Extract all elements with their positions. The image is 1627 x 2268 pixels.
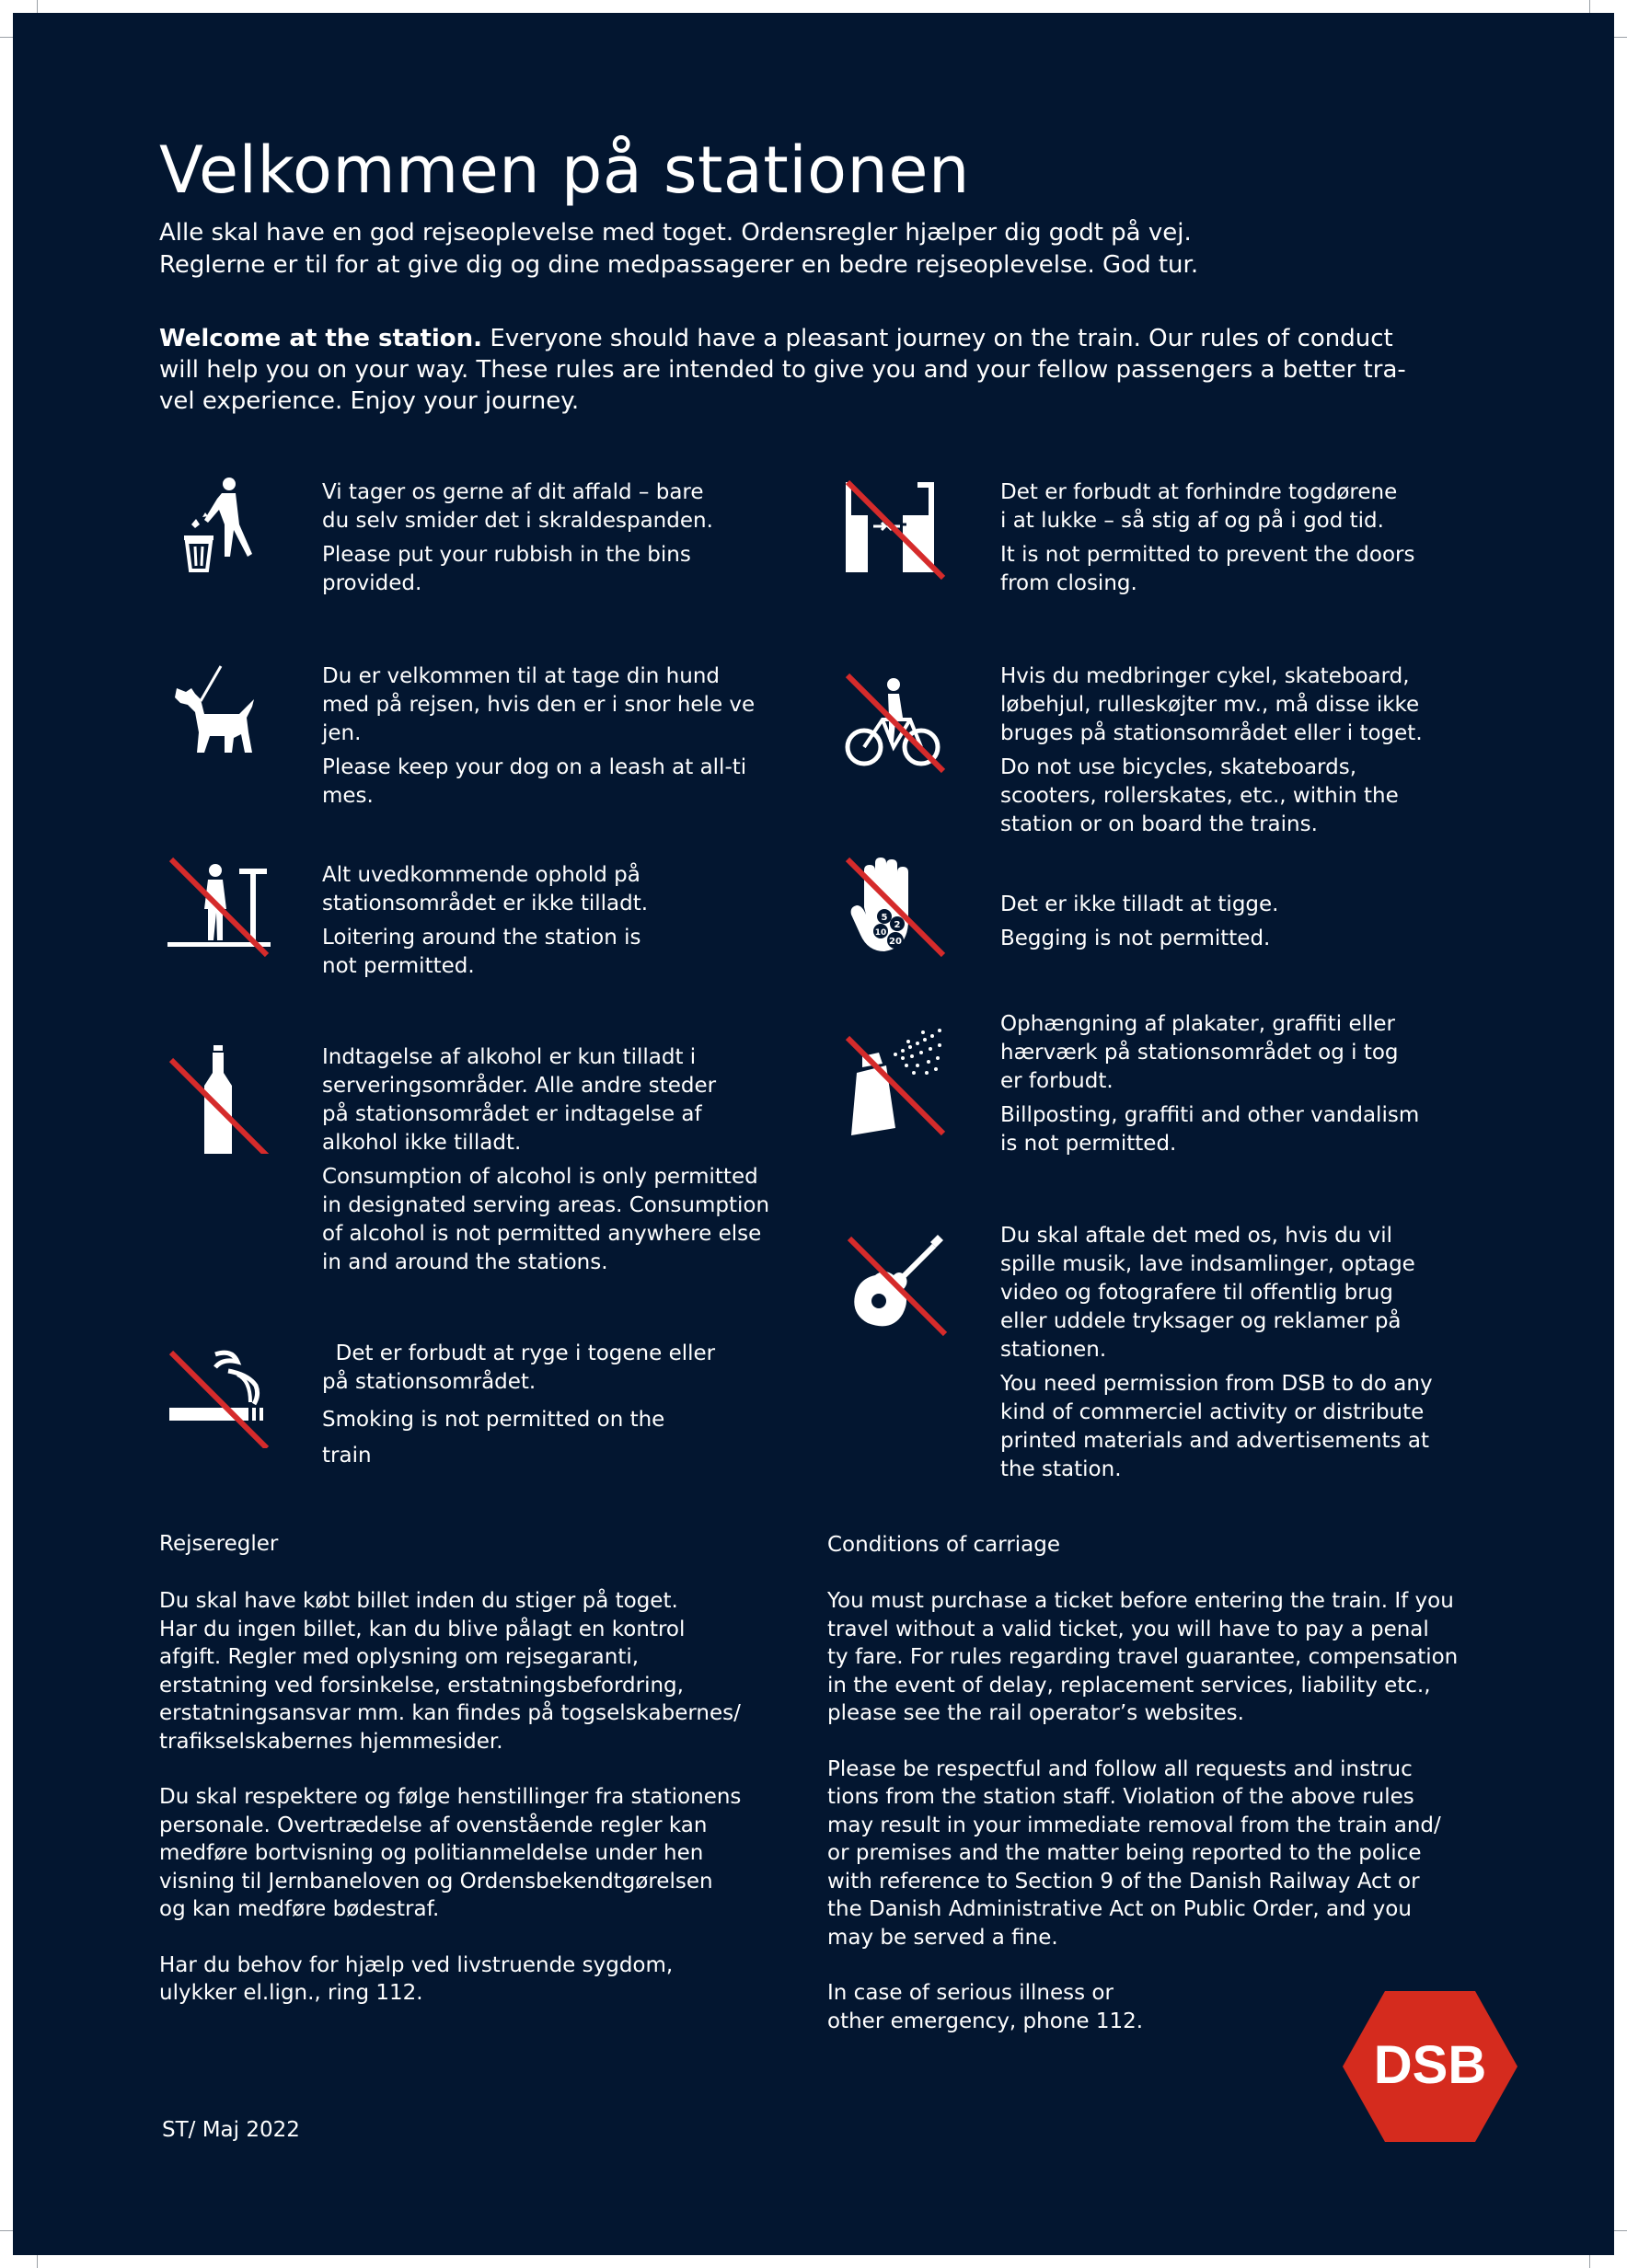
text-line: in the event of delay, replacement services, liability etc.,	[827, 1673, 1431, 1698]
text-line: station or on board the trains.	[1000, 812, 1318, 836]
rule-text-english	[322, 1163, 819, 1277]
rule-text	[1000, 1222, 1516, 1490]
no-graffiti-icon	[838, 1025, 949, 1135]
coin-label: 5	[881, 913, 888, 923]
intro-line: Alle skal have en god rejseoplevelse med toget. Ordensregler hjælper dig godt på vej.	[159, 219, 1192, 247]
text-line: or premises and the matter being reported to the police	[827, 1841, 1422, 1865]
text-line: Billposting, graffiti and other vandalism	[1000, 1103, 1420, 1127]
rule-text	[1000, 1010, 1516, 1164]
text-line: med på rejsen, hvis den er i snor hele ve	[322, 693, 756, 717]
text-line: travel without a valid ticket, you will have to pay a penal	[827, 1617, 1429, 1641]
text-line: the station.	[1000, 1457, 1122, 1481]
rubbish-bin-icon	[160, 469, 271, 580]
rule-text-danish	[1000, 478, 1516, 535]
rule-text-danish	[1000, 1010, 1516, 1096]
text-line: alkohol ikke tilladt.	[322, 1131, 522, 1155]
dog-leash-icon	[160, 662, 271, 773]
no-begging-icon	[838, 852, 949, 962]
paragraph	[827, 1587, 1527, 1728]
text-line: Har du ingen billet, kan du blive pålagt en kontrol	[159, 1617, 686, 1641]
rule-text	[322, 1043, 819, 1283]
paragraph	[159, 1587, 803, 1756]
rule-text-english	[1000, 925, 1516, 953]
text-line: You must purchase a ticket before entering the train. If you	[827, 1589, 1454, 1613]
text-line: medføre bortvisning og politianmeldelse under hen	[159, 1841, 704, 1865]
text-line: tions from the station staff. Violation of the above rules	[827, 1785, 1414, 1809]
text-line: Du er velkommen til at tage din hund	[322, 664, 721, 688]
text-line: ty fare. For rules regarding travel guarantee, compensation	[827, 1645, 1459, 1669]
coin-label: 2	[894, 920, 901, 930]
text-line: please see the rail operator’s websites.	[827, 1701, 1244, 1725]
text-line: from closing.	[1000, 571, 1137, 595]
rule-text	[1000, 662, 1516, 845]
text-line: in and around the stations.	[322, 1250, 608, 1274]
text-line: with reference to Section 9 of the Danish Railway Act or	[827, 1869, 1420, 1894]
text-line: serveringsområder. Alle andre steder	[322, 1074, 717, 1098]
rule-text	[1000, 478, 1516, 604]
no-alcohol-icon	[160, 1043, 271, 1154]
text-line: løbehjul, rulleskøjter mv., må disse ikke	[1000, 693, 1420, 717]
text-line: Begging is not permitted.	[1000, 927, 1271, 950]
text-line: not permitted.	[322, 954, 475, 978]
text-line: train	[322, 1444, 372, 1468]
rule-text-danish	[322, 1340, 801, 1397]
text-line: er forbudt.	[1000, 1069, 1114, 1093]
rule-text-english	[1000, 1101, 1516, 1158]
text-line: spille musik, lave indsamlinger, optage	[1000, 1252, 1415, 1276]
text-line: It is not permitted to prevent the doors	[1000, 543, 1415, 567]
dsb-logo	[1343, 1989, 1517, 2144]
rule-text-danish	[322, 662, 819, 748]
rule-text-english	[1000, 541, 1516, 598]
text-line: ulykker el.lign., ring 112.	[159, 1981, 423, 2005]
footer-date: ST/ Maj 2022	[162, 2118, 300, 2142]
rule-text-danish	[1000, 1222, 1516, 1364]
text-line: Please keep your dog on a leash at all-ti	[322, 755, 747, 779]
intro-heading: Welcome at the station.	[159, 325, 483, 352]
poster	[13, 13, 1614, 2255]
text-line: erstatning ved forsinkelse, erstatningsbefordring,	[159, 1673, 684, 1698]
intro-line: Reglerne er til for at give dig og dine medpassagerer en bedre rejseoplevelse. God tur.	[159, 251, 1199, 279]
text-line: the Danish Administrative Act on Public Order, and you	[827, 1897, 1412, 1921]
text-line: Indtagelse af alkohol er kun tilladt i	[322, 1045, 697, 1069]
intro-line: vel experience. Enjoy your journey.	[159, 387, 580, 415]
no-loitering-icon	[160, 852, 271, 962]
text-line: Det er forbudt at ryge i togene eller	[322, 1341, 716, 1365]
rule-text-danish	[322, 861, 801, 918]
text-line: stationsområdet er ikke tilladt.	[322, 892, 649, 915]
text-line: personale. Overtrædelse af ovenstående regler kan	[159, 1813, 708, 1837]
rule-text-english	[322, 754, 819, 811]
rule-text-english	[322, 541, 801, 598]
no-blocking-doors-icon	[838, 469, 949, 580]
text-line: printed materials and advertisements at	[1000, 1429, 1429, 1453]
rule-text-danish	[322, 1043, 819, 1157]
text-line: Hvis du medbringer cykel, skateboard,	[1000, 664, 1410, 688]
text-line: Du skal aftale det med os, hvis du vil	[1000, 1224, 1393, 1248]
text-line: mes.	[322, 784, 374, 808]
text-line: in designated serving areas. Consumption	[322, 1193, 770, 1217]
rule-text-english	[322, 1402, 801, 1474]
rule-text	[322, 662, 819, 816]
text-line: visning til Jernbaneloven og Ordensbekendtgørelsen	[159, 1869, 713, 1894]
text-line: og kan medføre bødestraf.	[159, 1897, 440, 1921]
text-line: kind of commerciel activity or distribute	[1000, 1400, 1425, 1424]
text-line: på stationsområdet.	[322, 1370, 537, 1394]
text-line: afgift. Regler med oplysning om rejsegaranti,	[159, 1645, 640, 1669]
text-line: Alt uvedkommende ophold på	[322, 863, 640, 887]
no-cycling-icon	[838, 668, 949, 778]
text-line: of alcohol is not permitted anywhere else	[322, 1222, 762, 1246]
text-line: Det er ikke tilladt at tigge.	[1000, 892, 1279, 916]
logo-text: DSB	[1373, 2035, 1487, 2095]
paragraph	[827, 1756, 1527, 1952]
no-smoking-icon	[160, 1338, 271, 1448]
text-line: Do not use bicycles, skateboards,	[1000, 755, 1357, 779]
text-line: may be served a fine.	[827, 1925, 1058, 1950]
text-line: stationen.	[1000, 1338, 1107, 1362]
text-line: erstatningsansvar mm. kan findes på togselskabernes/	[159, 1701, 741, 1725]
text-line: trafikselskabernes hjemmesider.	[159, 1729, 503, 1754]
text-line: Har du behov for hjælp ved livstruende sygdom,	[159, 1952, 674, 1977]
text-line: Please put your rubbish in the bins	[322, 543, 691, 567]
text-line: provided.	[322, 571, 422, 595]
text-line: In case of serious illness or	[827, 1981, 1114, 2005]
intro-english	[159, 323, 1521, 417]
coin-label: 10	[874, 928, 887, 938]
text-line: jen.	[322, 721, 362, 745]
text-line: på stationsområdet er indtagelse af	[322, 1102, 702, 1126]
rule-text	[322, 1340, 801, 1479]
rule-text	[322, 861, 801, 986]
text-line: Du skal have købt billet inden du stiger på toget.	[159, 1589, 678, 1613]
rule-text-danish	[322, 478, 801, 535]
text-line: Consumption of alcohol is only permitted	[322, 1165, 758, 1189]
text-line: Smoking is not permitted on the	[322, 1408, 665, 1432]
text-line: may result in your immediate removal from the train and/	[827, 1813, 1441, 1837]
rule-text-english	[1000, 754, 1516, 839]
text-line: Please be respectful and follow all requests and instruc	[827, 1756, 1413, 1781]
text-line: eller uddele tryksager og reklamer på	[1000, 1309, 1402, 1333]
rule-text-danish	[1000, 662, 1516, 748]
text-line: Du skal respektere og følge henstillinger fra stationens	[159, 1785, 742, 1809]
rule-text-english	[1000, 1370, 1516, 1484]
intro-line: will help you on your way. These rules are intended to give you and your fellow passengers a better tra-	[159, 356, 1406, 384]
text-line: du selv smider det i skraldespanden.	[322, 509, 713, 533]
text-line: bruges på stationsområdet eller i toget.	[1000, 721, 1423, 745]
text-line: Det er forbudt at forhindre togdørene	[1000, 480, 1398, 504]
rule-text-english	[322, 924, 801, 981]
text-line: You need permission from DSB to do any	[1000, 1372, 1433, 1396]
text-line: scooters, rollerskates, etc., within the	[1000, 784, 1399, 808]
rule-text-danish	[1000, 891, 1516, 919]
intro-line: Everyone should have a pleasant journey on the train. Our rules of conduct	[490, 325, 1393, 352]
rejseregler-body	[159, 1587, 803, 2035]
coin-label: 20	[889, 937, 902, 947]
no-busking-icon	[838, 1226, 949, 1336]
text-line: Vi tager os gerne af dit affald – bare	[322, 480, 704, 504]
page-title: Velkommen på stationen	[159, 132, 970, 208]
intro-danish	[159, 217, 1521, 282]
text-line: hærværk på stationsområdet og i tog	[1000, 1041, 1399, 1065]
text-line: Loitering around the station is	[322, 926, 641, 950]
paragraph	[159, 1783, 803, 1924]
text-line: video og fotografere til offentlig brug	[1000, 1281, 1393, 1305]
text-line: other emergency, phone 112.	[827, 2009, 1144, 2033]
conditions-heading: Conditions of carriage	[827, 1533, 1061, 1557]
rejseregler-heading: Rejseregler	[159, 1532, 279, 1556]
text-line: i at lukke – så stig af og på i god tid.	[1000, 509, 1384, 533]
rule-text	[1000, 891, 1516, 959]
rule-text	[322, 478, 801, 604]
paragraph	[159, 1951, 803, 2008]
text-line: is not permitted.	[1000, 1132, 1177, 1156]
text-line: Ophængning af plakater, graffiti eller	[1000, 1012, 1395, 1036]
